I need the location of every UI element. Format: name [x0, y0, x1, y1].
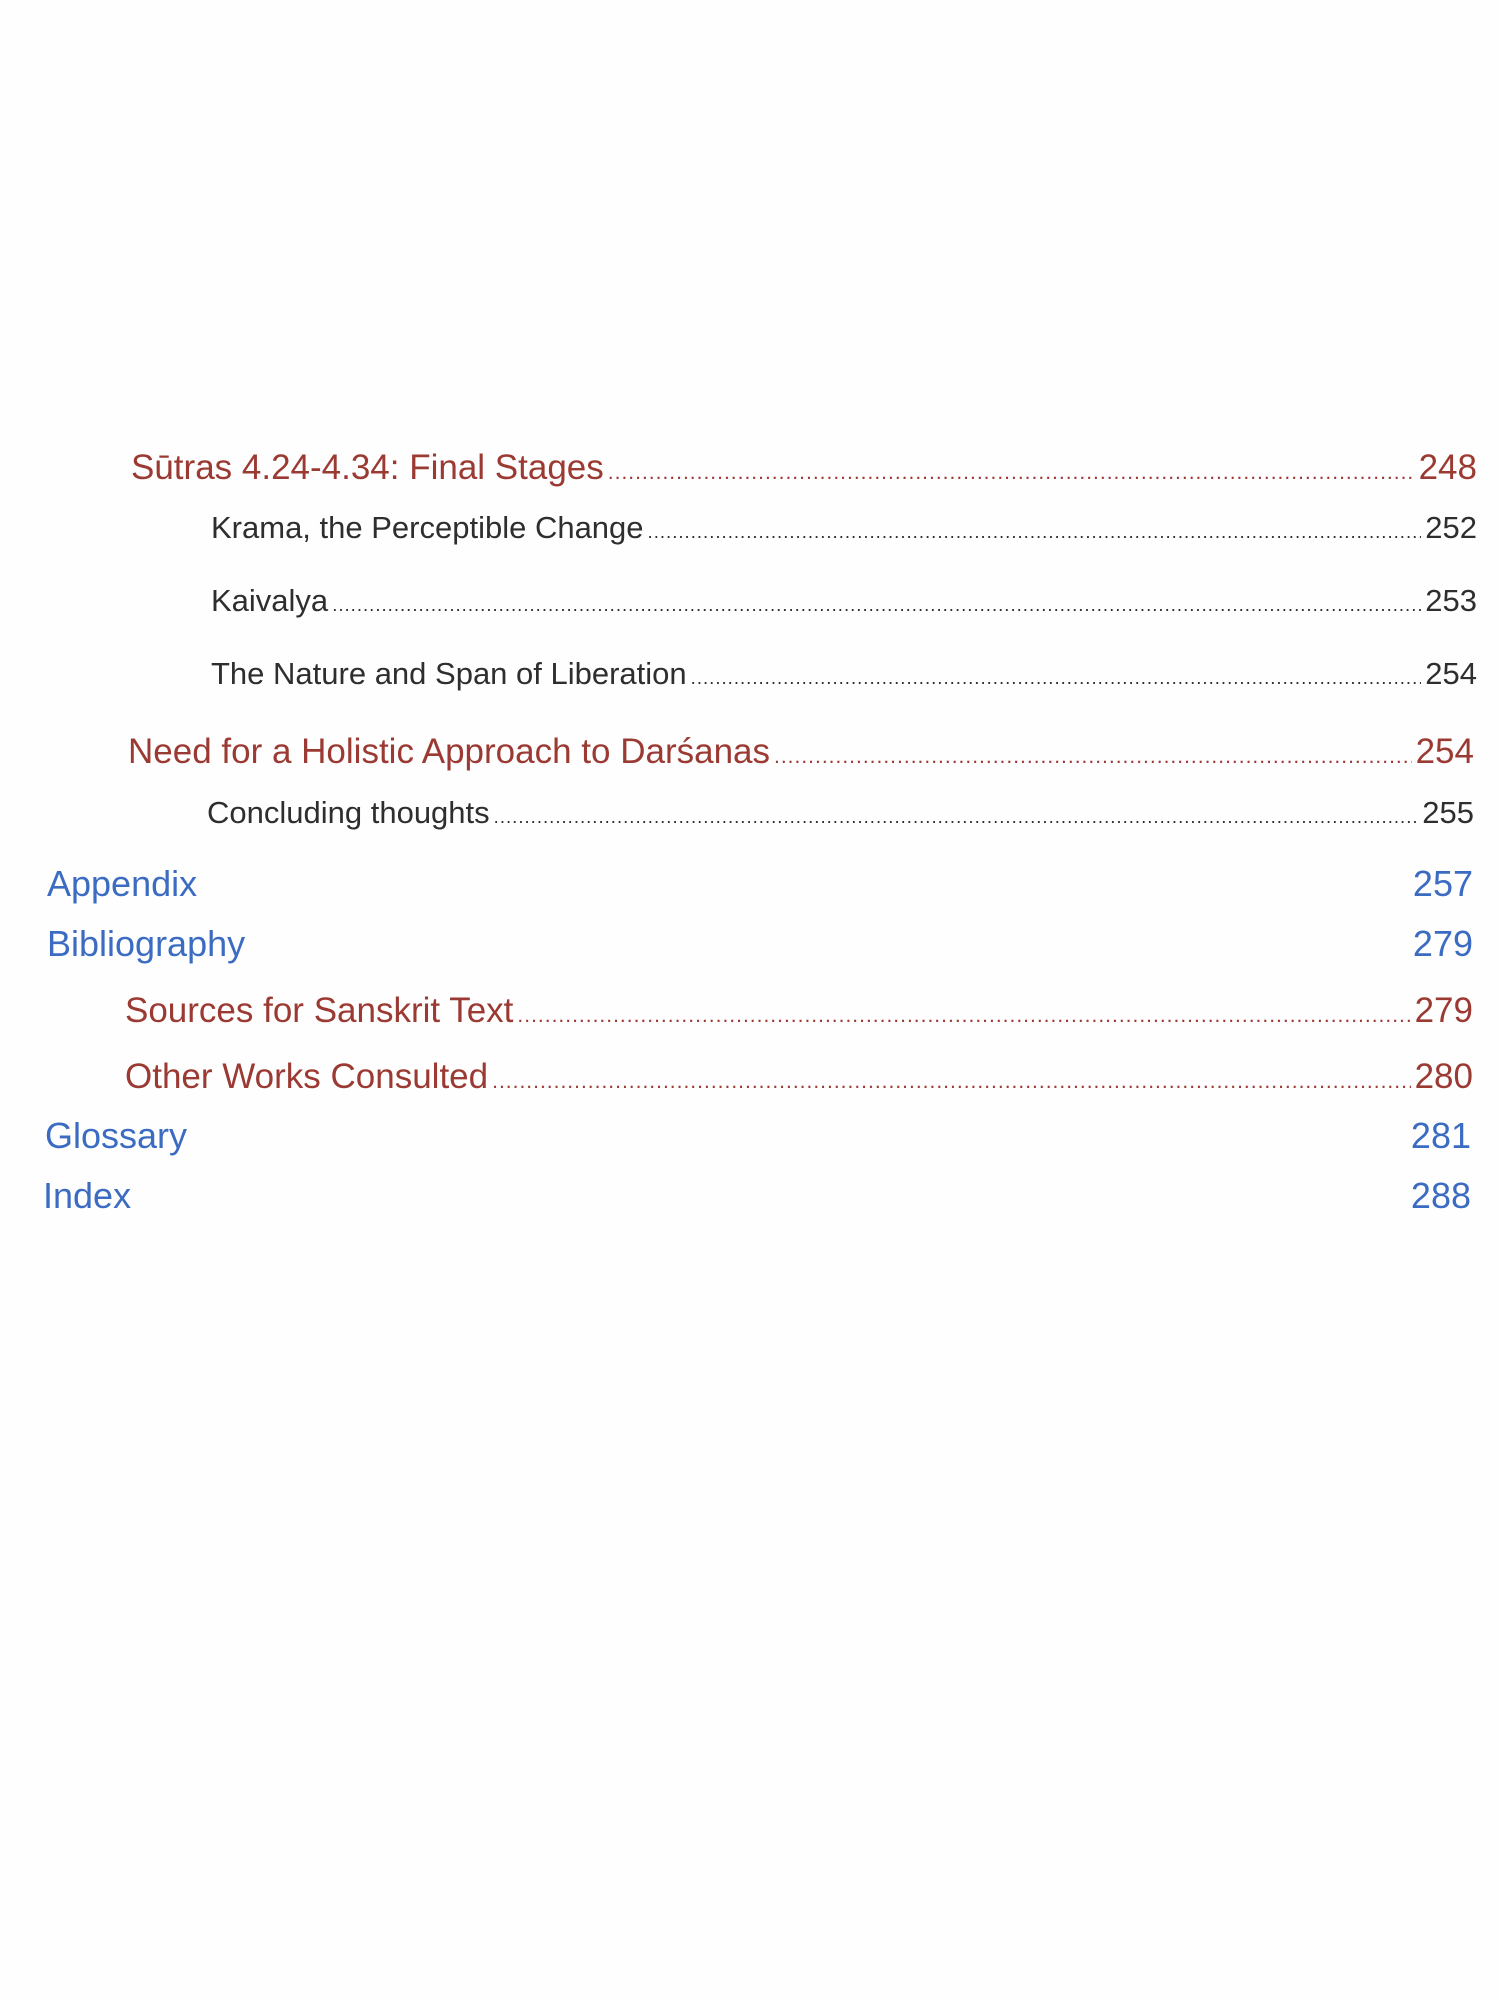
toc-entry-title: Need for a Holistic Approach to Darśanas [128, 732, 770, 771]
toc-entry-concluding-thoughts[interactable] [207, 795, 1474, 831]
dot-leader [608, 461, 1415, 485]
toc-entry-final-stages[interactable] [131, 448, 1477, 488]
toc-entry-title: Sources for Sanskrit Text [125, 991, 514, 1030]
toc-entry-page: 280 [1414, 1057, 1473, 1096]
toc-entry-other-works[interactable] [125, 1057, 1473, 1097]
toc-entry-title: Index [43, 1175, 132, 1216]
toc-entry-page: 257 [1412, 863, 1473, 904]
toc-entry-sources-sanskrit[interactable] [125, 991, 1473, 1031]
dot-leader [774, 745, 1412, 769]
toc-entry-page: 254 [1425, 656, 1477, 691]
toc-entry-kaivalya[interactable] [211, 583, 1477, 619]
toc-entry-glossary[interactable] [45, 1115, 1471, 1157]
toc-entry-title: Appendix [47, 863, 198, 904]
dot-leader [691, 667, 1422, 689]
toc-entry-index[interactable] [43, 1175, 1471, 1217]
dot-leader [332, 594, 1421, 616]
dot-leader [494, 806, 1419, 828]
dot-leader [492, 1070, 1410, 1094]
toc-entry-title: Other Works Consulted [125, 1057, 489, 1096]
toc-entry-krama[interactable] [211, 510, 1477, 546]
toc-entry-title: Sūtras 4.24-4.34: Final Stages [131, 448, 604, 487]
toc-entry-title: The Nature and Span of Liberation [211, 656, 687, 691]
toc-entry-page: 255 [1422, 795, 1474, 830]
dot-leader [517, 1004, 1410, 1028]
toc-entry-title: Kaivalya [211, 583, 329, 618]
toc-entry-appendix[interactable] [47, 863, 1473, 905]
toc-entry-title: Bibliography [47, 923, 246, 964]
toc-entry-page: 279 [1412, 923, 1473, 964]
toc-entry-page: 254 [1415, 732, 1474, 771]
toc-entry-title: Glossary [45, 1115, 188, 1156]
toc-entry-page: 248 [1418, 448, 1477, 487]
toc-entry-page: 288 [1410, 1175, 1471, 1216]
toc-entry-title: Concluding thoughts [207, 795, 490, 830]
toc-entry-page: 279 [1414, 991, 1473, 1030]
toc-entry-page: 252 [1425, 510, 1477, 545]
toc-entry-nature-of-liberation[interactable] [211, 656, 1477, 692]
toc-entry-holistic-approach[interactable] [128, 732, 1474, 772]
toc-entry-title: Krama, the Perceptible Change [211, 510, 644, 545]
toc-entry-page: 253 [1425, 583, 1477, 618]
dot-leader [648, 521, 1422, 543]
toc-entry-page: 281 [1410, 1115, 1471, 1156]
toc-entry-bibliography[interactable] [47, 923, 1473, 965]
